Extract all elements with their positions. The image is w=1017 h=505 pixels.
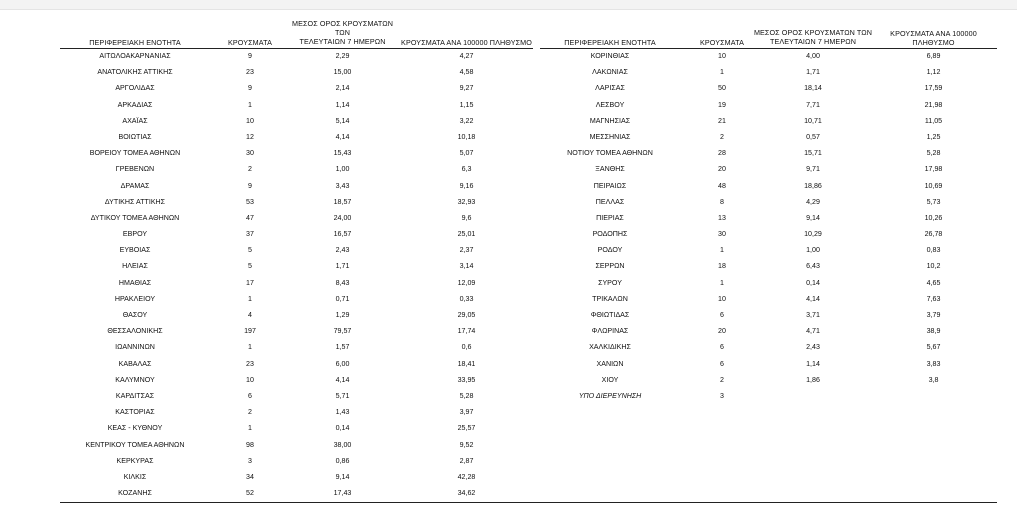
cell-per100k: 2,87 (459, 456, 474, 465)
cell-region: ΧΙΟΥ (601, 375, 619, 384)
cell-per100k: 5,73 (926, 197, 941, 206)
cell-region: ΗΛΕΙΑΣ (122, 262, 148, 271)
table-row (60, 98, 533, 114)
cell-avg7: 2,14 (335, 84, 350, 93)
cell-per100k: 3,79 (926, 311, 941, 319)
table-row (540, 243, 997, 259)
cell-region: ΑΙΤΩΛΟΑΚΑΡΝΑΝΙΑΣ (99, 52, 171, 60)
table-row (60, 470, 533, 486)
cell-per100k: 1,15 (459, 100, 474, 109)
table-row (60, 276, 533, 292)
table-header (540, 30, 997, 49)
cell-per100k: 29,05 (457, 311, 476, 319)
cell-per100k: 12,09 (457, 278, 476, 287)
table-row (60, 162, 533, 178)
table-row (60, 49, 533, 65)
cell-avg7: 4,14 (806, 294, 820, 303)
cell-avg7: 9,71 (806, 165, 820, 174)
cell-avg7: 1,14 (335, 100, 350, 109)
cell-avg7: 5,71 (335, 391, 350, 400)
table-row (60, 389, 533, 405)
cell-avg7: 10,71 (804, 116, 822, 125)
cell-region: ΚΑΣΤΟΡΙΑΣ (115, 408, 155, 417)
cell-cases: 9 (248, 181, 252, 190)
header-avg7-line1: ΜΕΣΟΣ ΟΡΟΣ ΚΡΟΥΣΜΑΤΩΝ ΤΩΝ (753, 28, 873, 37)
table-row (60, 211, 533, 227)
table-row (60, 486, 533, 502)
cell-avg7: 1,43 (335, 408, 350, 417)
cell-avg7: 79,57 (333, 327, 352, 336)
cases-table-right (540, 30, 997, 405)
table-row (60, 357, 533, 373)
cell-cases: 9 (248, 84, 252, 93)
cell-per100k: 5,67 (926, 343, 941, 352)
cell-cases: 98 (246, 440, 254, 449)
cell-per100k: 0,6 (461, 343, 472, 352)
table-row (60, 340, 533, 356)
cell-per100k: 1,25 (926, 132, 941, 141)
cell-per100k: 25,01 (457, 230, 476, 239)
table-row (540, 65, 997, 81)
cell-region: ΣΕΡΡΩΝ (595, 262, 625, 271)
cell-cases: 28 (718, 149, 726, 158)
table-row (60, 179, 533, 195)
cases-table-left (60, 19, 533, 502)
cell-avg7: 1,86 (806, 375, 820, 384)
cell-region: ΜΕΣΣΗΝΙΑΣ (589, 132, 631, 141)
cell-per100k: 38,9 (926, 327, 941, 336)
cell-cases: 20 (718, 327, 726, 336)
table-row (60, 454, 533, 470)
table-row (540, 227, 997, 243)
table-row (60, 259, 533, 275)
cell-cases: 12 (246, 132, 254, 141)
cell-cases: 1 (248, 424, 252, 433)
cell-per100k: 3,14 (459, 262, 474, 271)
cell-region: ΝΟΤΙΟΥ ΤΟΜΕΑ ΑΘΗΝΩΝ (567, 149, 653, 158)
header-per100k: ΚΡΟΥΣΜΑΤΑ ΑΝΑ 100000 ΠΛΗΘΥΣΜΟ (890, 29, 977, 47)
cell-cases: 197 (244, 327, 256, 336)
cell-cases: 1 (720, 246, 724, 255)
table-row (60, 438, 533, 454)
cell-region: ΡΟΔΟΠΗΣ (592, 230, 628, 239)
cell-region: ΧΑΛΚΙΔΙΚΗΣ (589, 343, 631, 352)
cell-cases: 19 (718, 100, 726, 109)
cell-region: ΣΥΡΟΥ (598, 278, 622, 287)
cell-region: ΔΥΤΙΚΟΥ ΤΟΜΕΑ ΑΘΗΝΩΝ (90, 213, 180, 222)
cell-avg7: 4,29 (806, 197, 820, 206)
cell-region: ΚΑΡΔΙΤΣΑΣ (115, 391, 155, 400)
cell-avg7: 2,43 (335, 246, 350, 255)
cell-avg7: 1,14 (806, 359, 820, 368)
cell-avg7: 0,14 (806, 278, 820, 287)
cell-cases: 4 (248, 311, 252, 319)
cell-cases: 1 (248, 343, 252, 352)
cell-cases: 2 (720, 132, 724, 141)
cell-cases: 10 (718, 294, 726, 303)
cell-cases: 37 (246, 230, 254, 239)
cell-avg7: 18,57 (333, 197, 352, 206)
cell-cases: 10 (246, 375, 254, 384)
cell-per100k: 5,07 (459, 149, 474, 158)
cell-region: ΚΕΑΣ - ΚΥΘΝΟΥ (107, 424, 163, 433)
cell-avg7: 0,86 (335, 456, 350, 465)
cell-region: ΞΑΝΘΗΣ (595, 165, 625, 174)
table-row (540, 292, 997, 308)
cell-per100k: 1,12 (926, 68, 941, 77)
cell-per100k: 33,95 (457, 375, 476, 384)
table-row (540, 357, 997, 373)
header-avg7-line2: ΤΕΛΕΥΤΑΙΩΝ 7 ΗΜΕΡΩΝ (769, 37, 856, 46)
table-row (540, 211, 997, 227)
cell-avg7: 1,71 (806, 68, 820, 77)
table-row (60, 308, 533, 324)
cell-region: ΑΝΑΤΟΛΙΚΗΣ ΑΤΤΙΚΗΣ (97, 68, 173, 77)
cell-per100k: 17,59 (924, 84, 943, 93)
cell-avg7: 6,43 (806, 262, 820, 271)
table-body (540, 49, 997, 405)
cell-region: ΚΑΛΥΜΝΟΥ (115, 375, 155, 384)
cell-per100k: 6,89 (926, 52, 941, 60)
cell-avg7: 17,43 (333, 489, 352, 498)
cell-cases: 17 (246, 278, 254, 287)
cell-region: ΡΟΔΟΥ (597, 246, 623, 255)
cell-avg7: 15,00 (333, 68, 352, 77)
cell-region: ΜΑΓΝΗΣΙΑΣ (589, 116, 631, 125)
cell-cases: 21 (718, 116, 726, 125)
cell-region: ΚΟΡΙΝΘΙΑΣ (590, 52, 630, 60)
cell-per100k: 4,27 (459, 52, 474, 60)
cell-avg7: 2,43 (806, 343, 820, 352)
cell-region: ΠΙΕΡΙΑΣ (596, 213, 624, 222)
cell-cases: 3 (248, 456, 252, 465)
cell-per100k: 32,93 (457, 197, 476, 206)
cell-region: ΛΕΣΒΟΥ (595, 100, 625, 109)
header-avg7-line1: ΜΕΣΟΣ ΟΡΟΣ ΚΡΟΥΣΜΑΤΩΝ ΤΩΝ (291, 19, 394, 37)
table-row (540, 373, 997, 389)
cell-region: ΘΕΣΣΑΛΟΝΙΚΗΣ (107, 327, 163, 336)
cell-avg7: 4,00 (806, 52, 820, 60)
cell-avg7: 3,71 (806, 311, 820, 319)
table-row (540, 49, 997, 65)
cell-avg7: 0,14 (335, 424, 350, 433)
cell-per100k: 9,52 (459, 440, 474, 449)
cell-cases: 1 (248, 100, 252, 109)
cell-per100k: 25,57 (457, 424, 476, 433)
cell-per100k: 3,22 (459, 116, 474, 125)
cell-avg7: 4,14 (335, 375, 350, 384)
cell-cases: 23 (246, 359, 254, 368)
header-region: ΠΕΡΙΦΕΡΕΙΑΚΗ ΕΝΟΤΗΤΑ (564, 38, 656, 47)
cell-cases: 1 (248, 294, 252, 303)
table-row (540, 308, 997, 324)
cell-per100k: 42,28 (457, 472, 476, 481)
cell-cases: 6 (720, 311, 724, 319)
cell-per100k: 9,6 (461, 213, 472, 222)
cell-avg7: 6,00 (335, 359, 350, 368)
cell-region: ΒΟΡΕΙΟΥ ΤΟΜΕΑ ΑΘΗΝΩΝ (89, 149, 181, 158)
cell-avg7: 38,00 (333, 440, 352, 449)
cell-per100k: 10,26 (924, 213, 943, 222)
cell-cases: 1 (720, 68, 724, 77)
cell-avg7: 1,00 (335, 165, 350, 174)
cell-cases: 53 (246, 197, 254, 206)
cell-region: ΑΡΓΟΛΙΔΑΣ (115, 84, 155, 93)
cell-cases: 13 (718, 213, 726, 222)
table-row (540, 389, 997, 405)
viewer-top-bar (0, 0, 1017, 10)
cell-avg7: 0,71 (335, 294, 350, 303)
table-row (60, 65, 533, 81)
cell-region: ΚΑΒΑΛΑΣ (118, 359, 152, 368)
cell-region: ΠΕΙΡΑΙΩΣ (593, 181, 627, 190)
cell-avg7: 24,00 (333, 213, 352, 222)
cell-per100k: 3,8 (928, 375, 939, 384)
cell-cases: 3 (720, 391, 724, 400)
table-row (540, 146, 997, 162)
cell-cases: 23 (246, 68, 254, 77)
cell-avg7: 15,43 (333, 149, 352, 158)
cell-cases: 2 (720, 375, 724, 384)
table-row (540, 130, 997, 146)
cell-avg7: 0,57 (806, 132, 820, 141)
cell-per100k: 0,83 (926, 246, 941, 255)
cell-per100k: 17,98 (924, 165, 943, 174)
table-row (540, 324, 997, 340)
table-row (60, 114, 533, 130)
table-header (60, 19, 533, 49)
cell-region: ΚΟΖΑΝΗΣ (118, 489, 152, 498)
cell-cases: 18 (718, 262, 726, 271)
cell-cases: 30 (718, 230, 726, 239)
table-row (60, 324, 533, 340)
cell-cases: 10 (246, 116, 254, 125)
table-row (60, 373, 533, 389)
cell-cases: 9 (248, 52, 252, 60)
cell-avg7: 3,43 (335, 181, 350, 190)
table-row (540, 259, 997, 275)
header-per100k: ΚΡΟΥΣΜΑΤΑ ΑΝΑ 100000 ΠΛΗΘΥΣΜΟ (401, 38, 532, 47)
cell-cases: 6 (720, 359, 724, 368)
cell-region: ΘΑΣΟΥ (122, 311, 148, 319)
cell-cases: 52 (246, 489, 254, 498)
cell-per100k: 4,58 (459, 68, 474, 77)
cell-region: ΔΥΤΙΚΗΣ ΑΤΤΙΚΗΣ (104, 197, 166, 206)
cell-per100k: 11,05 (924, 116, 943, 125)
header-cases: ΚΡΟΥΣΜΑΤΑ (700, 38, 744, 47)
cell-cases: 50 (718, 84, 726, 93)
cell-per100k: 0,33 (459, 294, 474, 303)
cell-region: ΑΡΚΑΔΙΑΣ (117, 100, 153, 109)
table-row (540, 179, 997, 195)
cell-avg7: 4,14 (335, 132, 350, 141)
cell-cases: 5 (248, 246, 252, 255)
cell-per100k: 17,74 (457, 327, 476, 336)
cell-avg7: 2,29 (335, 52, 350, 60)
cell-avg7: 4,71 (806, 327, 820, 336)
cell-per100k: 6,3 (461, 165, 472, 174)
table-bottom-rule (60, 502, 997, 503)
cell-avg7: 5,14 (335, 116, 350, 125)
table-row (60, 81, 533, 97)
cell-per100k: 2,37 (459, 246, 474, 255)
cell-cases: 30 (246, 149, 254, 158)
header-avg7-line2: ΤΕΛΕΥΤΑΙΩΝ 7 ΗΜΕΡΩΝ (299, 37, 386, 46)
cell-per100k: 5,28 (926, 149, 941, 158)
cell-cases: 6 (720, 343, 724, 352)
table-row (60, 130, 533, 146)
table-row (60, 146, 533, 162)
cell-per100k: 9,27 (459, 84, 474, 93)
table-row (540, 98, 997, 114)
table-row (540, 276, 997, 292)
cell-avg7: 1,29 (335, 311, 350, 319)
cell-avg7: 7,71 (806, 100, 820, 109)
table-row (540, 114, 997, 130)
cell-per100k: 10,18 (457, 132, 476, 141)
cell-cases: 8 (720, 197, 724, 206)
cell-avg7: 15,71 (804, 149, 822, 158)
cell-cases: 5 (248, 262, 252, 271)
cell-per100k: 7,63 (926, 294, 941, 303)
table-row (60, 227, 533, 243)
cell-avg7: 18,86 (804, 181, 822, 190)
header-avg7 (752, 29, 874, 47)
cell-per100k: 9,16 (459, 181, 474, 190)
table-row (60, 195, 533, 211)
cell-region: ΓΡΕΒΕΝΩΝ (115, 165, 155, 174)
cell-region: ΑΧΑΪΑΣ (122, 116, 148, 125)
cell-region: ΧΑΝΙΩΝ (596, 359, 624, 368)
table-row (60, 405, 533, 421)
header-region: ΠΕΡΙΦΕΡΕΙΑΚΗ ΕΝΟΤΗΤΑ (89, 38, 181, 47)
cell-cases: 2 (248, 165, 252, 174)
cell-region: ΛΑΡΙΣΑΣ (595, 84, 625, 93)
table-row (60, 292, 533, 308)
cell-per100k: 10,2 (926, 262, 941, 271)
cell-avg7: 1,71 (335, 262, 350, 271)
cell-per100k: 5,28 (459, 391, 474, 400)
cell-cases: 1 (720, 278, 724, 287)
cell-per100k: 3,97 (459, 408, 474, 417)
cell-per100k: 26,78 (924, 230, 943, 239)
cell-cases: 6 (248, 391, 252, 400)
header-avg7 (285, 20, 400, 47)
header-cases: ΚΡΟΥΣΜΑΤΑ (228, 38, 272, 47)
cell-region: ΤΡΙΚΑΛΩΝ (592, 294, 628, 303)
cell-region: ΚΕΝΤΡΙΚΟΥ ΤΟΜΕΑ ΑΘΗΝΩΝ (85, 440, 185, 449)
cell-region: ΚΙΛΚΙΣ (123, 472, 147, 481)
cell-per100k: 21,98 (924, 100, 943, 109)
cell-region: ΗΡΑΚΛΕΙΟΥ (114, 294, 156, 303)
table-row (60, 243, 533, 259)
cell-avg7: 1,57 (335, 343, 350, 352)
cell-avg7: 10,29 (804, 230, 822, 239)
cell-region: ΔΡΑΜΑΣ (120, 181, 150, 190)
cell-region: ΦΘΙΩΤΙΔΑΣ (590, 311, 630, 319)
table-row (60, 421, 533, 437)
cell-avg7: 16,57 (333, 230, 352, 239)
cell-cases: 48 (718, 181, 726, 190)
cell-per100k: 18,41 (457, 359, 476, 368)
cell-region: ΦΛΩΡΙΝΑΣ (591, 327, 629, 336)
table-row (540, 81, 997, 97)
cell-avg7: 18,14 (804, 84, 822, 93)
cell-per100k: 34,62 (457, 489, 476, 498)
cell-avg7: 8,43 (335, 278, 350, 287)
cell-per100k: 10,69 (924, 181, 943, 190)
cell-cases: 34 (246, 472, 254, 481)
cell-cases: 20 (718, 165, 726, 174)
cell-region: ΕΥΒΟΙΑΣ (119, 246, 151, 255)
cell-region: ΥΠΟ ΔΙΕΡΕΥΝΗΣΗ (578, 391, 642, 400)
cell-region: ΒΟΙΩΤΙΑΣ (118, 132, 152, 141)
cell-region: ΗΜΑΘΙΑΣ (118, 278, 152, 287)
table-row (540, 340, 997, 356)
cell-avg7: 1,00 (806, 246, 820, 255)
cell-avg7: 9,14 (806, 213, 820, 222)
cell-per100k: 4,65 (926, 278, 941, 287)
cell-cases: 2 (248, 408, 252, 417)
table-row (540, 195, 997, 211)
cell-avg7: 9,14 (335, 472, 350, 481)
cell-cases: 47 (246, 213, 254, 222)
cell-region: ΕΒΡΟΥ (122, 230, 148, 239)
table-row (540, 162, 997, 178)
cell-region: ΙΩΑΝΝΙΝΩΝ (115, 343, 155, 352)
cell-region: ΚΕΡΚΥΡΑΣ (116, 456, 154, 465)
table-body (60, 49, 533, 502)
cell-region: ΠΕΛΛΑΣ (595, 197, 625, 206)
cell-per100k: 3,83 (926, 359, 941, 368)
cell-cases: 10 (718, 52, 726, 60)
cell-region: ΛΑΚΩΝΙΑΣ (592, 68, 628, 77)
